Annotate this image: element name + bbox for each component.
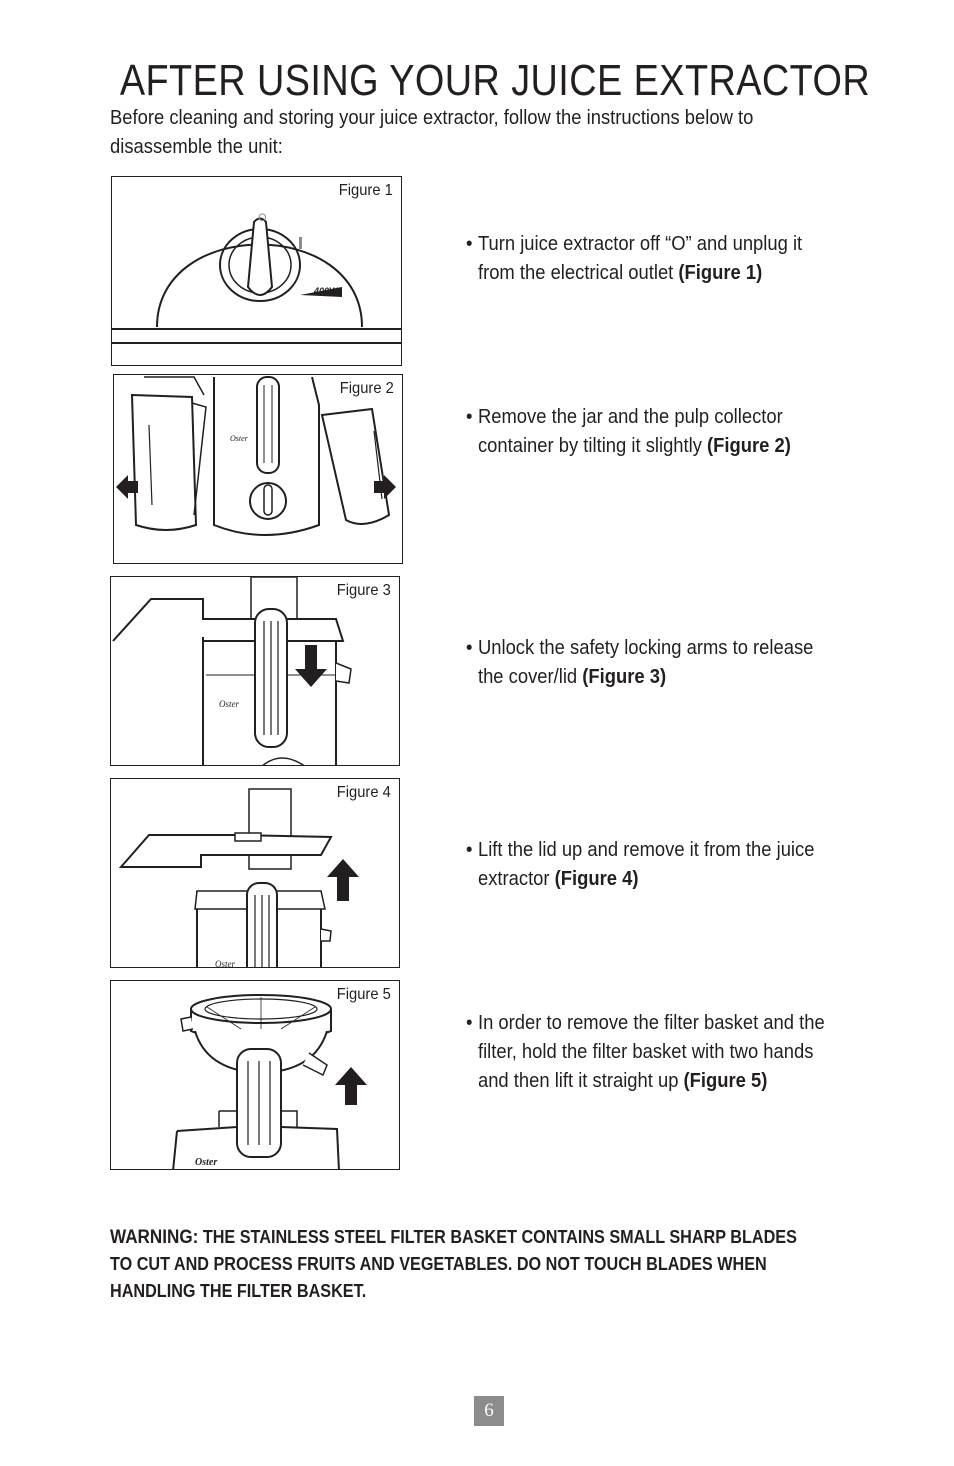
step-4-text: • Lift the lid up and remove it from the juice extractor (Figure 4) — [466, 839, 815, 890]
figure-1-illustration — [111, 176, 402, 366]
figure-4-label: Figure 4 — [337, 784, 392, 801]
page-title: AFTER USING YOUR JUICE EXTRACTOR — [119, 56, 871, 105]
svg-text:400W: 400W — [314, 286, 338, 296]
figure-5-illustration — [110, 980, 400, 1170]
svg-text:O: O — [258, 212, 267, 224]
step-5-text: • In order to remove the filter basket and the filter, hold the filter basket with two hands and then lift it straight up (Figure 5) — [466, 1012, 825, 1092]
juicer-filter-basket-icon — [111, 981, 400, 1170]
juicer-dial-icon — [112, 177, 402, 366]
step-1-text: • Turn juice extractor off “O” and unplug it from the electrical outlet (Figure 1) — [466, 233, 803, 284]
juicer-lift-lid-icon — [111, 779, 400, 968]
step-3-text: • Unlock the safety locking arms to release the cover/lid (Figure 3) — [466, 637, 814, 688]
figure-2-label: Figure 2 — [340, 380, 395, 397]
svg-text:Oster: Oster — [219, 699, 239, 709]
juicer-disassembly-icon — [114, 375, 403, 564]
figure-3-illustration — [110, 576, 400, 766]
step-2-text: • Remove the jar and the pulp collector container by tilting it slightly (Figure 2) — [466, 406, 791, 457]
figure-1-label: Figure 1 — [339, 182, 394, 199]
svg-text:Oster: Oster — [215, 959, 235, 969]
figure-2-illustration — [113, 374, 403, 564]
svg-text:Oster: Oster — [195, 1157, 218, 1168]
figure-3-label: Figure 3 — [337, 582, 392, 599]
figure-5-label: Figure 5 — [337, 986, 392, 1003]
juicer-lock-arms-icon — [111, 577, 400, 766]
warning-text: WARNING: THE STAINLESS STEEL FILTER BASKET CONTAINS SMALL SHARP BLADES TO CUT AND PROCESS FRUITS AND VEGETABLES. DO NOT TOUCH BLADES WHEN HANDLING THE FILTER BASKET. — [110, 1227, 797, 1301]
figure-4-illustration — [110, 778, 400, 968]
svg-text:Oster: Oster — [230, 434, 248, 443]
intro-text: Before cleaning and storing your juice extractor, follow the instructions below to disassemble the unit: — [110, 107, 754, 158]
page-number: 6 — [474, 1396, 504, 1426]
